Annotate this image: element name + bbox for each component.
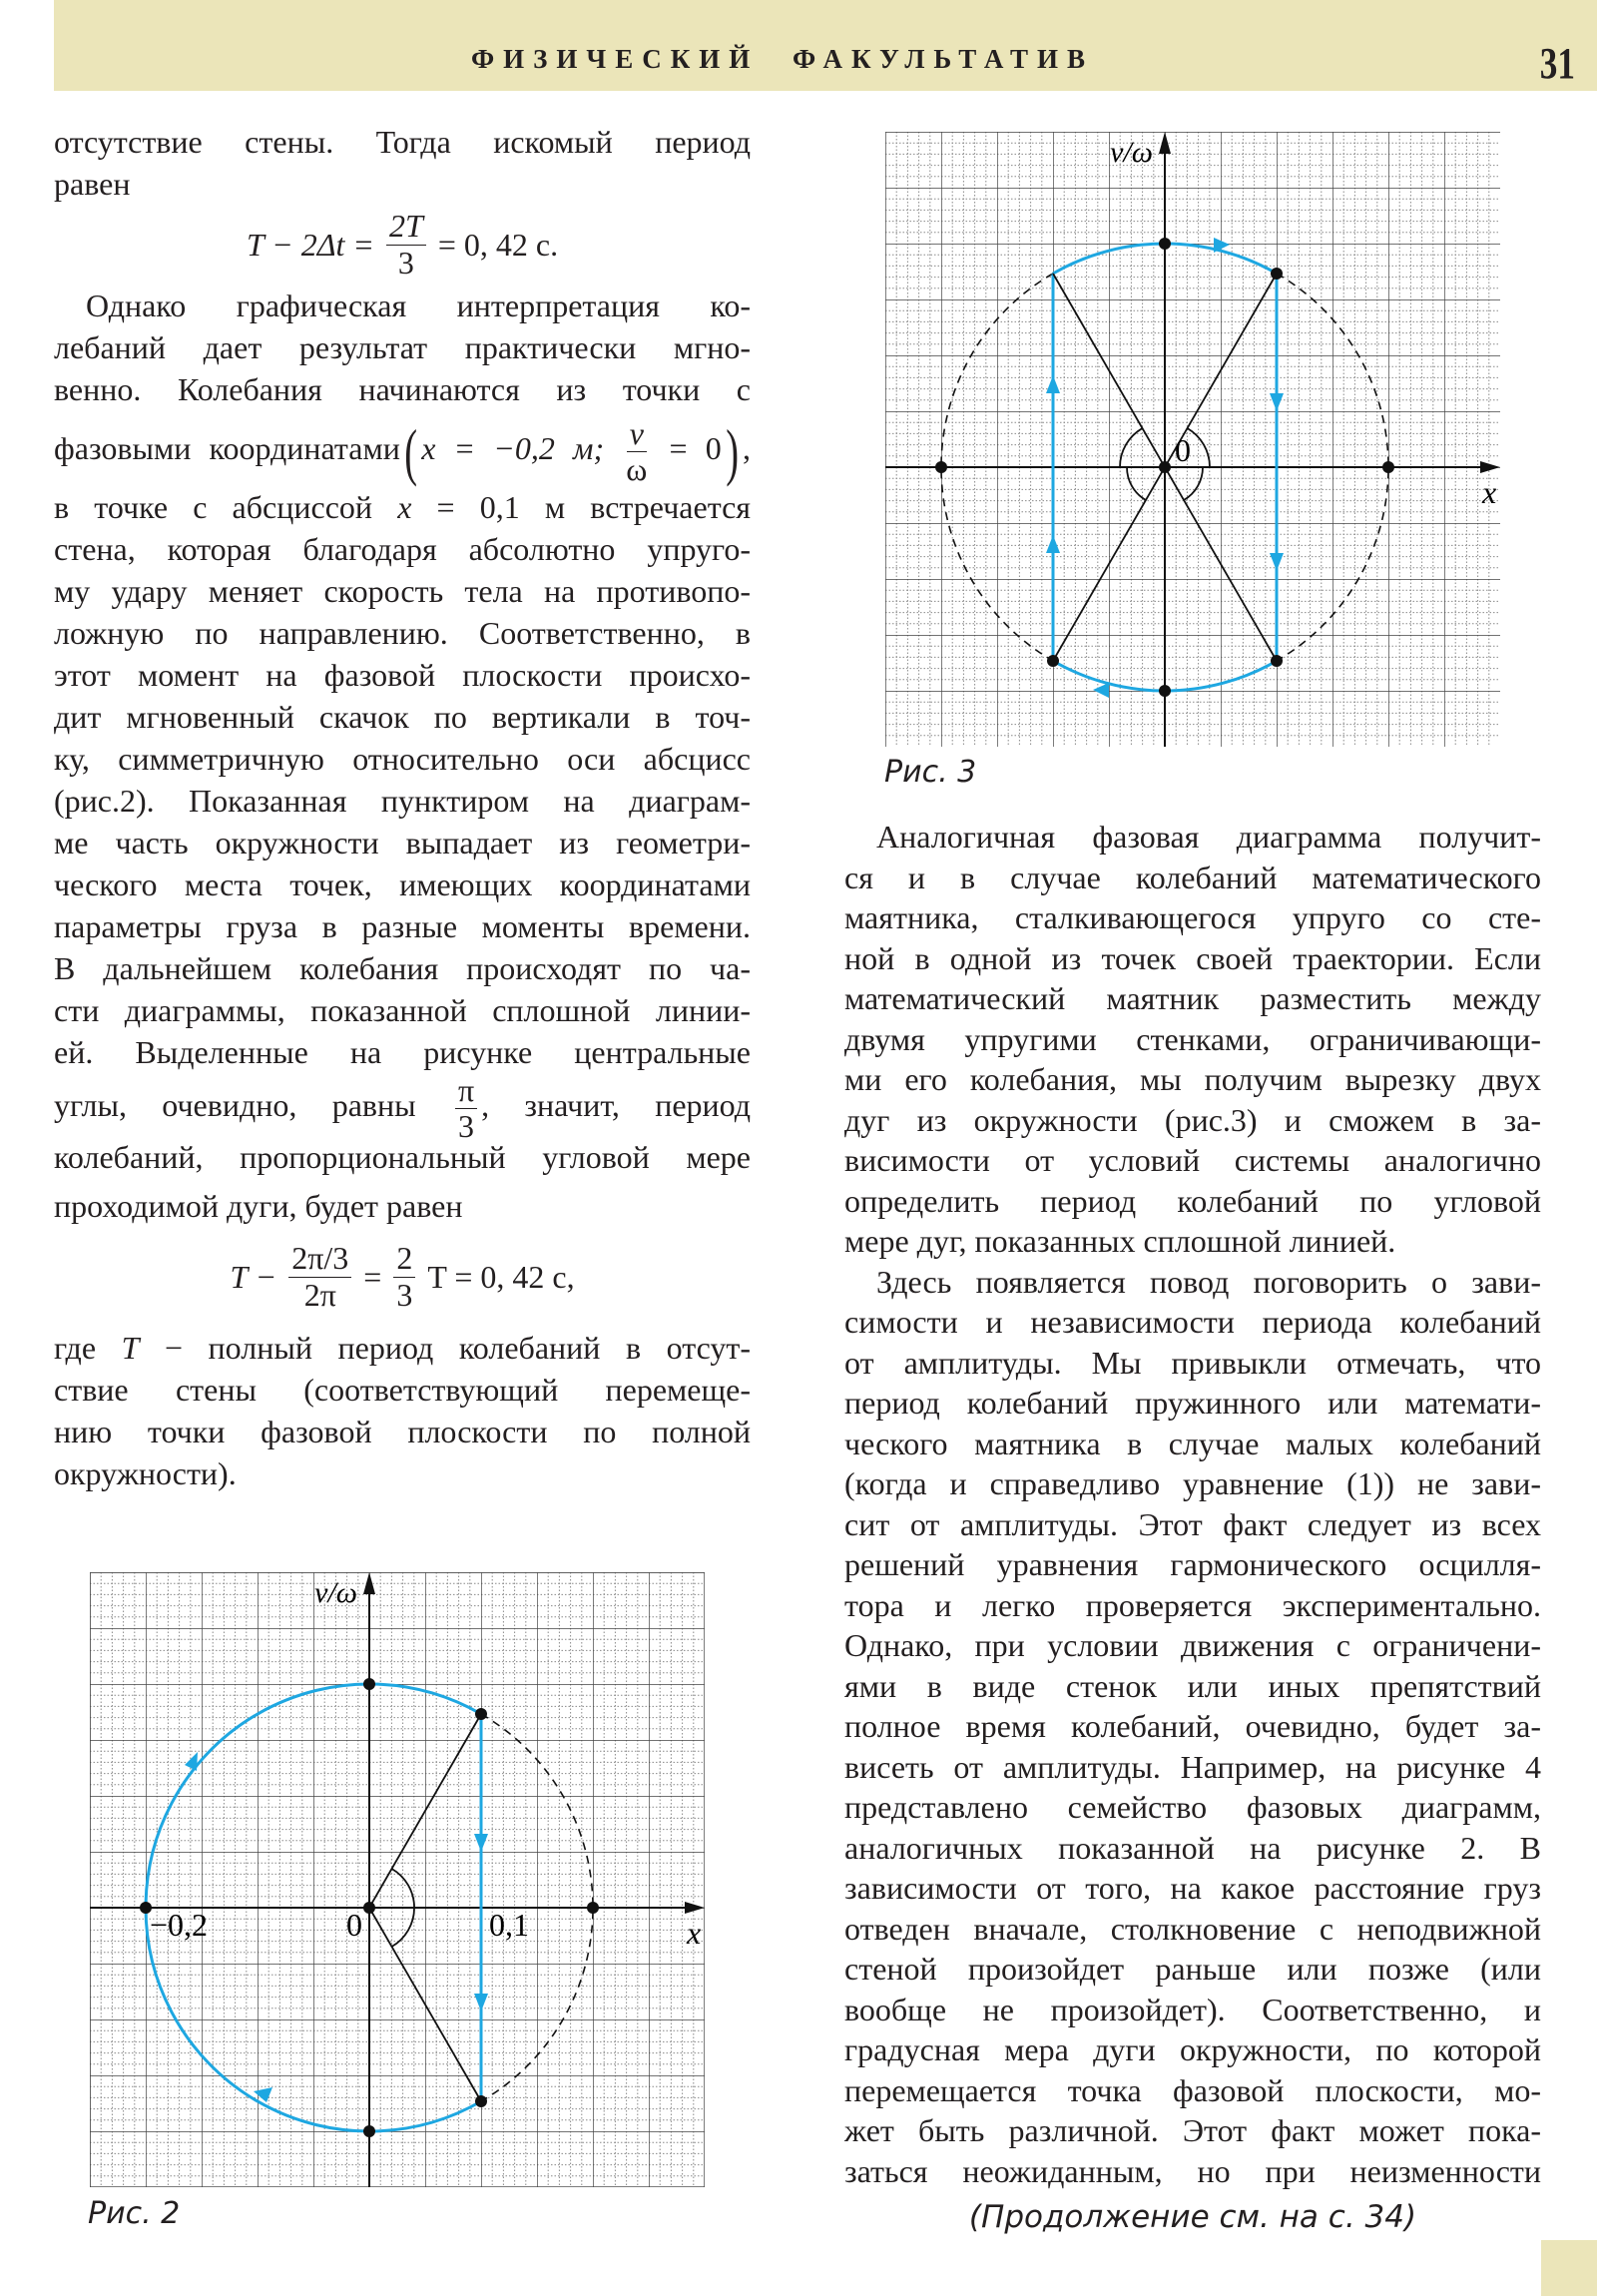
text-fragment: − полный период колебаний в отсут-: [164, 1330, 752, 1366]
origin-label: 0: [346, 1907, 362, 1943]
fraction-numerator: 2: [393, 1241, 415, 1277]
text-line: ме часть окружности выпадает из геометри-: [54, 825, 751, 861]
point: [1271, 268, 1283, 280]
text-line: Аналогичная фазовая диаграмма получит-: [876, 819, 1541, 855]
text-line: определить период колебаний по угловой: [844, 1182, 1541, 1219]
text-line: перемещается точка фазовой плоскости, мо-: [844, 2071, 1541, 2108]
text-line: этот момент на фазовой плоскости происхо-: [54, 657, 751, 693]
x-expression: x = −0,2 м;: [421, 430, 605, 466]
point: [363, 1902, 375, 1914]
text-line: [54, 1072, 752, 1145]
magazine-section-title: ФИЗИЧЕСКИЙ ФАКУЛЬТАТИВ: [470, 44, 1095, 74]
point: [475, 1708, 487, 1720]
fraction-denominator: ω: [626, 451, 648, 488]
text-line: сит от амплитуды. Этот факт следует из всех: [844, 1505, 1541, 1542]
fraction-numerator: 2π/3: [288, 1241, 351, 1277]
text-fragment: = 0: [669, 430, 722, 466]
text-line: висимости от условий системы аналогично: [844, 1142, 1541, 1178]
figure-3-phase-diagram: [885, 132, 1500, 747]
text-line: Однако графическая интерпретация ко-: [86, 287, 751, 323]
text-line: (рис.2). Показанная пунктиром на диаграм-: [54, 783, 751, 819]
fraction-denominator: 3: [458, 1108, 475, 1145]
text-fragment: , значит, период: [481, 1087, 752, 1124]
text-line: дит мгновенный скачок по вертикали в точ-: [54, 699, 751, 735]
header-band: [54, 0, 1597, 91]
text-line: В дальнейшем колебания происходят по ча-: [54, 950, 751, 986]
point: [363, 2125, 375, 2137]
fraction: [626, 416, 647, 487]
point: [363, 1678, 375, 1690]
text-line: ствие стены (соответствующий перемеще-: [54, 1372, 751, 1408]
point: [1159, 238, 1171, 250]
point: [1382, 461, 1394, 473]
text-line: висеть от амплитуды. Например, на рисунке 4: [844, 1748, 1541, 1785]
figure-2-caption: Рис. 2: [88, 2196, 181, 2231]
text-line: му удару меняет скорость тела на противопо-: [54, 573, 751, 609]
text-line: параметры груза в разные моменты времени.: [54, 908, 751, 944]
variable: x: [397, 489, 412, 525]
text-line: двумя упругими стенками, ограничивающи-: [844, 1020, 1541, 1057]
point: [935, 461, 947, 473]
text-line: математический маятник разместить между: [844, 980, 1541, 1016]
text-fragment: фазовыми координатами: [54, 430, 400, 466]
grid-background: [885, 132, 1500, 747]
y-axis-label: v/ω: [1110, 136, 1153, 169]
text-line: Здесь появляется повод поговорить о зави-: [876, 1263, 1541, 1300]
continued-note: (Продолжение см. на с. 34): [968, 2199, 1417, 2235]
page-number: 31: [1539, 39, 1575, 88]
formula-period-1: [54, 205, 751, 285]
figure-3-caption: Рис. 3: [884, 755, 977, 790]
text-line: [54, 1327, 751, 1369]
point: [1271, 655, 1283, 667]
formula-rhs: T = 0, 42 с,: [427, 1258, 575, 1295]
point: [1159, 461, 1171, 473]
text-line: мере дуг, показанных сплошной линией.: [844, 1223, 1396, 1259]
text-line: ями в виде стенок или иных препятствий: [844, 1667, 1541, 1704]
point: [475, 2095, 487, 2107]
origin-label: 0: [1175, 432, 1191, 468]
left-column: [54, 121, 751, 1494]
fraction-numerator: v: [627, 416, 647, 452]
text-line: аналогичных показанной на рисунке 2. В: [844, 1829, 1541, 1866]
text-fragment: в точке с абсциссой: [54, 489, 373, 525]
figure-2-phase-diagram: [90, 1572, 705, 2187]
text-line: решений уравнения гармонического осцилля-: [844, 1546, 1541, 1582]
grid-background: [90, 1572, 705, 2187]
x-axis-label: x: [687, 1915, 702, 1951]
text-fragment: ,: [743, 430, 752, 466]
text-fragment: = 0,1 м встречается: [436, 489, 752, 525]
text-line: симости и независимости периода колебаний: [844, 1304, 1541, 1340]
point: [1159, 685, 1171, 697]
text-line: колебаний, пропорциональный угловой мере: [54, 1139, 751, 1175]
text-line: ку, симметричную относительно оси абсцисс: [54, 741, 751, 777]
text-line: ной в одной из точек своей траектории. Если: [844, 939, 1541, 976]
point: [1047, 655, 1059, 667]
fraction-denominator: 3: [396, 1276, 413, 1313]
text-line: представлено семейство фазовых диаграмм,: [844, 1789, 1541, 1825]
text-line: отведен вначале, столкновение с неподвижной: [844, 1910, 1541, 1947]
text-line: [54, 486, 751, 528]
text-line: (когда и справедливо уравнение (1)) не зави-: [844, 1465, 1541, 1501]
text-fragment: углы, очевидно, равны: [54, 1087, 416, 1124]
text-line: равен: [54, 166, 131, 202]
text-line: ческого маятника в случае малых колебаний: [844, 1425, 1541, 1461]
phase-coordinates-line: [54, 410, 751, 486]
text-line: лебаний дает результат практически мгно-: [54, 329, 751, 365]
text-line: градусная мера дуги окружности, по которой: [844, 2031, 1541, 2067]
fraction-numerator: 2T: [386, 209, 426, 245]
formula-lhs: T − 2Δt =: [246, 226, 375, 263]
text-line: заться неожиданным, но при неизменности: [844, 2152, 1541, 2189]
text-line: сти диаграммы, показанной сплошной линии-: [54, 992, 751, 1028]
y-axis-label: v/ω: [314, 1576, 357, 1609]
text-line: полное время колебаний, очевидно, будет за-: [844, 1708, 1541, 1744]
fraction: [393, 1241, 415, 1312]
text-line: окружности).: [54, 1455, 237, 1491]
corner-decoration: [1541, 2240, 1597, 2296]
text-line: маятника, сталкивающегося упруго со сте-: [844, 899, 1541, 935]
text-line: ложную по направлению. Соответственно, в: [54, 615, 751, 651]
fraction-denominator: 3: [397, 244, 414, 281]
variable: T: [121, 1330, 140, 1366]
x-axis-label: x: [1482, 474, 1497, 510]
text-line: проходимой дуги, будет равен: [54, 1188, 463, 1224]
text-line: Однако, при условии движения с ограничени-: [844, 1627, 1541, 1663]
tick-label-pos: 0,1: [489, 1907, 529, 1943]
equals: =: [363, 1258, 382, 1295]
point: [587, 1902, 599, 1914]
text-line: тора и легко проверяется экспериментально.: [844, 1586, 1541, 1623]
text-line: ей. Выделенные на рисунке центральные: [54, 1034, 751, 1070]
text-line: стеной произойдет раньше или позже (или: [844, 1951, 1541, 1987]
text-fragment: где: [54, 1330, 97, 1366]
text-line: жет быть различной. Этот факт может пока-: [844, 2112, 1541, 2148]
text-line: венно. Колебания начинаются из точки с: [54, 371, 751, 407]
text-line: стена, которая благодаря абсолютно упруго-: [54, 531, 751, 567]
fraction-numerator: π: [455, 1073, 477, 1109]
text-line: период колебаний пружинного или математи-: [844, 1385, 1541, 1421]
text-line: ся и в случае колебаний математического: [844, 859, 1541, 895]
text-line: дуг из окружности (рис.3) и сможем в за-: [844, 1101, 1541, 1138]
paren-close: ): [725, 415, 739, 487]
text-line: зависимости от того, на какое расстояние груз: [844, 1870, 1541, 1906]
text-line: ческого места точек, имеющих координатами: [54, 866, 751, 902]
formula-rhs: = 0, 42 с.: [437, 226, 559, 263]
text-line: от амплитуды. Мы привыкли отмечать, что: [844, 1344, 1541, 1381]
text-line: нию точки фазовой плоскости по полной: [54, 1414, 751, 1449]
text-line: отсутствие стены. Тогда искомый период: [54, 124, 751, 160]
tick-label-neg: −0,2: [150, 1907, 209, 1943]
fraction: [386, 209, 426, 280]
right-column: [844, 817, 1541, 2191]
text-line: вообще не произойдет). Соответственно, и: [844, 1991, 1541, 2027]
paren-open: (: [404, 415, 417, 487]
formula-lhs: T −: [230, 1258, 277, 1295]
fraction-denominator: 2π: [303, 1276, 336, 1313]
fraction: [288, 1241, 351, 1312]
formula-period-2: [54, 1227, 751, 1327]
text-line: ми его колебания, мы получим вырезку двух: [844, 1061, 1541, 1097]
